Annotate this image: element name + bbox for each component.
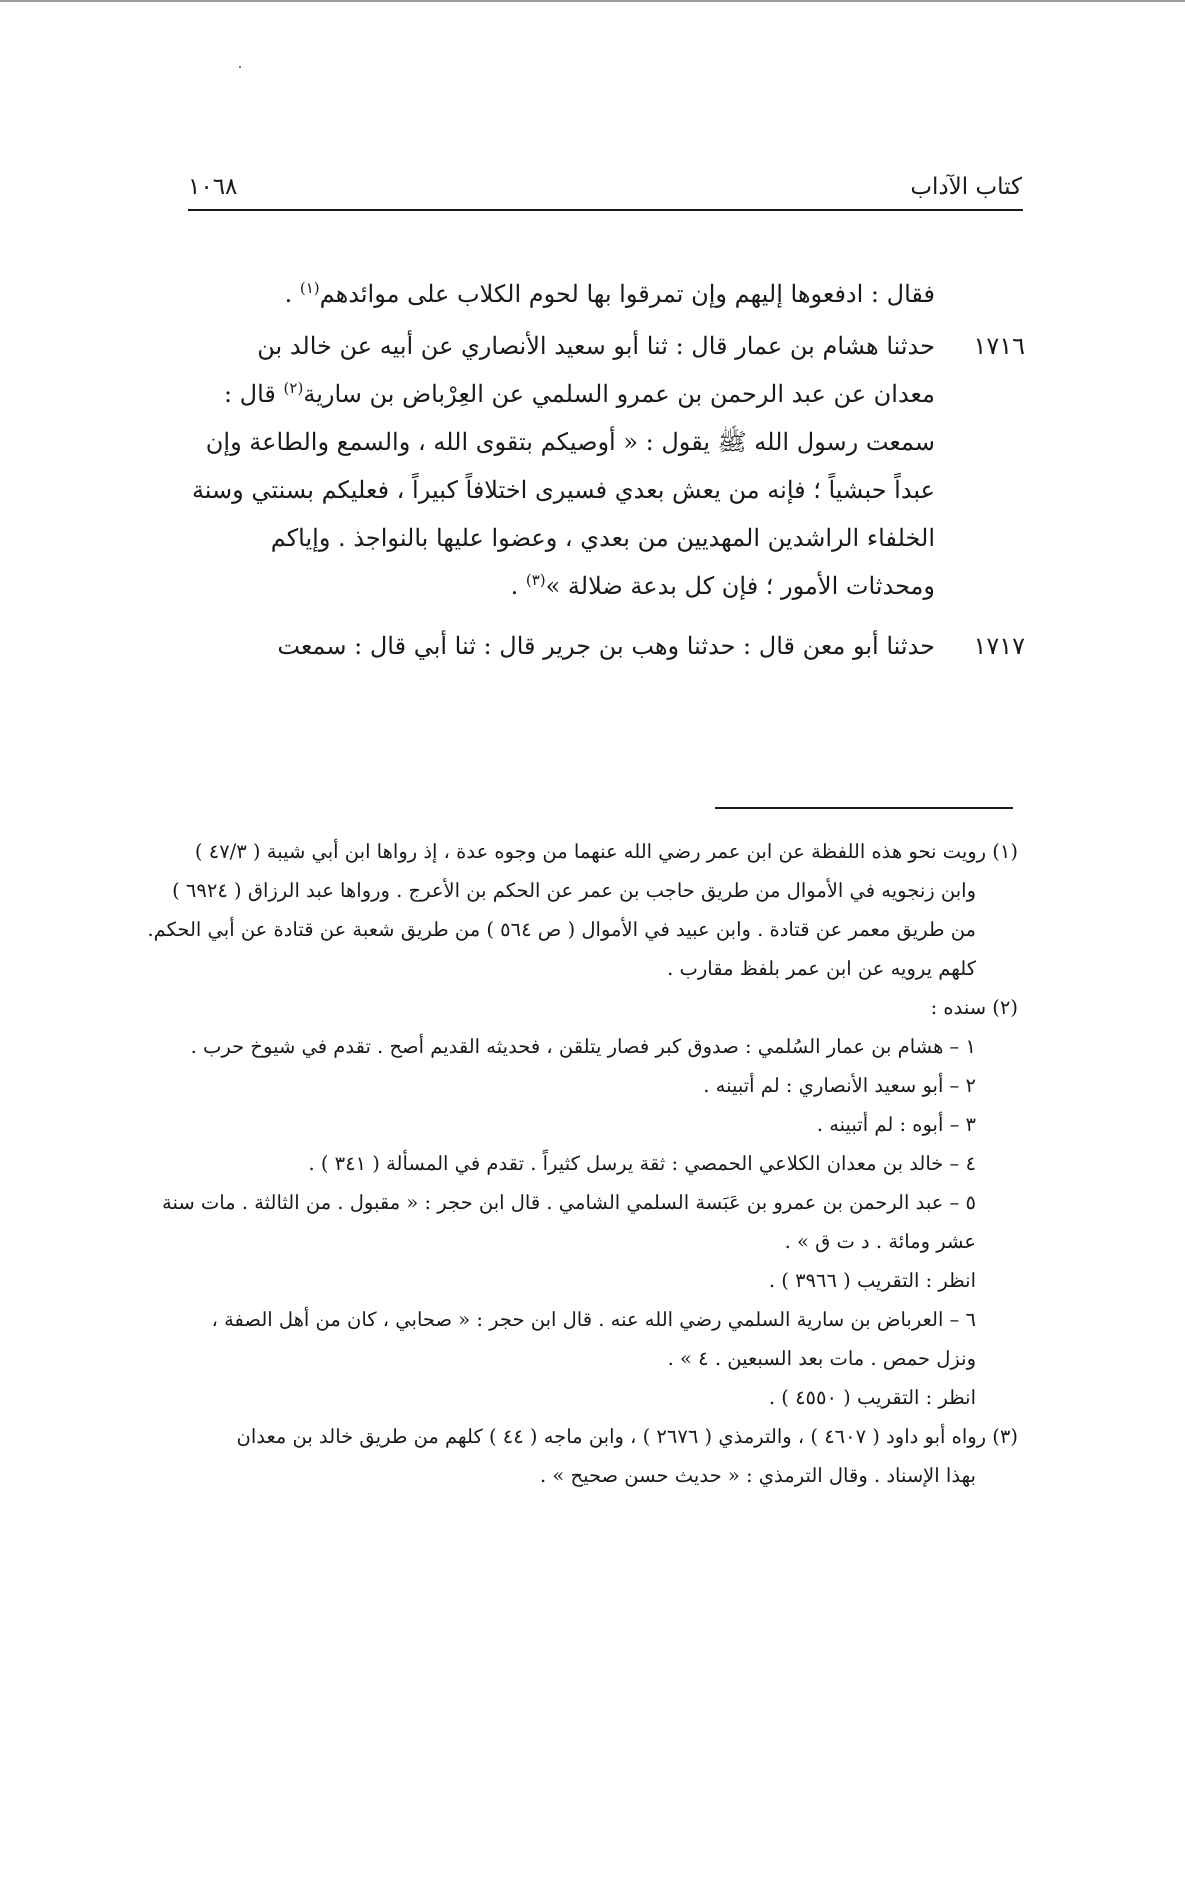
footnote-1-line: (١) رويت نحو هذه اللفظة عن ابن عمر رضي الله عنهما من وجوه عدة ، إذ رواها ابن أبي شيبة ( ٤٧/٣ ) [194,840,1018,863]
footnote-ref-1: (١) [299,279,320,297]
footnote-2-item: ٣ – أبوه : لم أتبينه . [816,1113,976,1136]
hadith-1717-line-1: ١٧١٧ حدثنا أبو معن قال : حدثنا وهب بن جرير قال : ثنا أبي قال : سمعت [185,622,1025,670]
footnote-1-line: من طريق معمر عن قتادة . وابن عبيد في الأموال ( ص ٥٦٤ ) من طريق شعبة عن قتادة عن أبي الحكم. [147,918,976,941]
hadith-number-1717: ١٧١٧ [973,632,1025,660]
footnote-3-line: (٣) رواه أبو داود ( ٤٦٠٧ ) ، والترمذي ( ٢٦٧٦ ) ، وابن ماجه ( ٤٤ ) كلهم من طريق خالد بن معدان [236,1425,1018,1448]
scan-speck [239,66,241,68]
top-edge-rule [0,0,1185,2]
hadith-1716-line-6: ومحدثات الأمور ؛ فإن كل بدعة ضلالة »$^{(٣)}$ . [510,571,935,600]
page-number: ١٠٦٨ [188,174,238,200]
intro-text: فقال : ادفعوها إليهم وإن تمرقوا بها لحوم الكلاب على موائدهم [319,280,935,308]
running-header [188,174,1022,210]
hadith-1716-line-5: الخلفاء الراشدين المهديين من بعدي ، وعضوا عليها بالنواجذ . وإياكم [270,524,935,552]
footnote-3-line: بهذا الإسناد . وقال الترمذي : « حديث حسن صحيح » . [539,1464,976,1487]
footnote-2-title: (٢) سنده : [930,996,1018,1019]
footnote-ref-3: (٣) [525,571,546,589]
hadith-1716-line-3: سمعت رسول الله ﷺ يقول : « أوصيكم بتقوى الله ، والسمع والطاعة وإن [205,428,935,456]
footnote-2-item: عشر ومائة . د ت ق » . [784,1230,976,1253]
footnote-2-item: ونزل حمص . مات بعد السبعين . ٤ » . [667,1347,976,1370]
intro-line: فقال : ادفعوها إليهم وإن تمرقوا بها لحوم الكلاب على موائدهم$^{(١)}$ . [284,279,935,308]
footnote-2-item: ٢ – أبو سعيد الأنصاري : لم أتبينه . [703,1074,976,1097]
footnote-2-item: انظر : التقريب ( ٣٩٦٦ ) . [768,1269,976,1292]
main-text [185,270,1025,670]
hadith-1716-line-2: معدان عن عبد الرحمن بن عمرو السلمي عن العِرْباض بن سارية$^{(٢)}$ قال : [223,379,935,408]
footnote-ref-2: (٢) [283,379,304,397]
footnote-1-line: وابن زنجويه في الأموال من طريق حاجب بن عمر عن الحكم بن الأعرج . ورواها عبد الرزاق ( ٦٩٢٤ ) [172,879,976,902]
hadith-1716-line-1: ١٧١٦ حدثنا هشام بن عمار قال : ثنا أبو سعيد الأنصاري عن أبيه عن خالد بن [185,322,1025,370]
footnote-2-item: ٤ – خالد بن معدان الكلاعي الحمصي : ثقة يرسل كثيراً . تقدم في المسألة ( ٣٤١ ) . [308,1152,976,1175]
footnote-1-line: كلهم يرويه عن ابن عمر بلفظ مقارب . [667,957,976,980]
hadith-1716-line-4: عبداً حبشياً ؛ فإنه من يعش بعدي فسيرى اختلافاً كبيراً ، فعليكم بسنتي وسنة [191,476,935,504]
footnote-separator [715,807,1013,809]
footnote-2-item: ١ – هشام بن عمار السُلمي : صدوق كبر فصار يتلقن ، فحديثه القديم أصح . تقدم في شيوخ حرب . [190,1035,976,1058]
hadith-number-1716: ١٧١٦ [973,332,1025,360]
footnote-2-item: انظر : التقريب ( ٤٥٥٠ ) . [768,1386,976,1409]
footnotes [147,832,1018,1495]
footnote-2-item: ٦ – العرباض بن سارية السلمي رضي الله عنه . قال ابن حجر : « صحابي ، كان من أهل الصفة ، [211,1308,976,1331]
book-section-title: كتاب الآداب [910,174,1022,200]
footnote-2-item: ٥ – عبد الرحمن بن عمرو بن عَبَسة السلمي الشامي . قال ابن حجر : « مقبول . من الثالثة . مات سنة [161,1191,976,1214]
header-rule [188,209,1023,211]
